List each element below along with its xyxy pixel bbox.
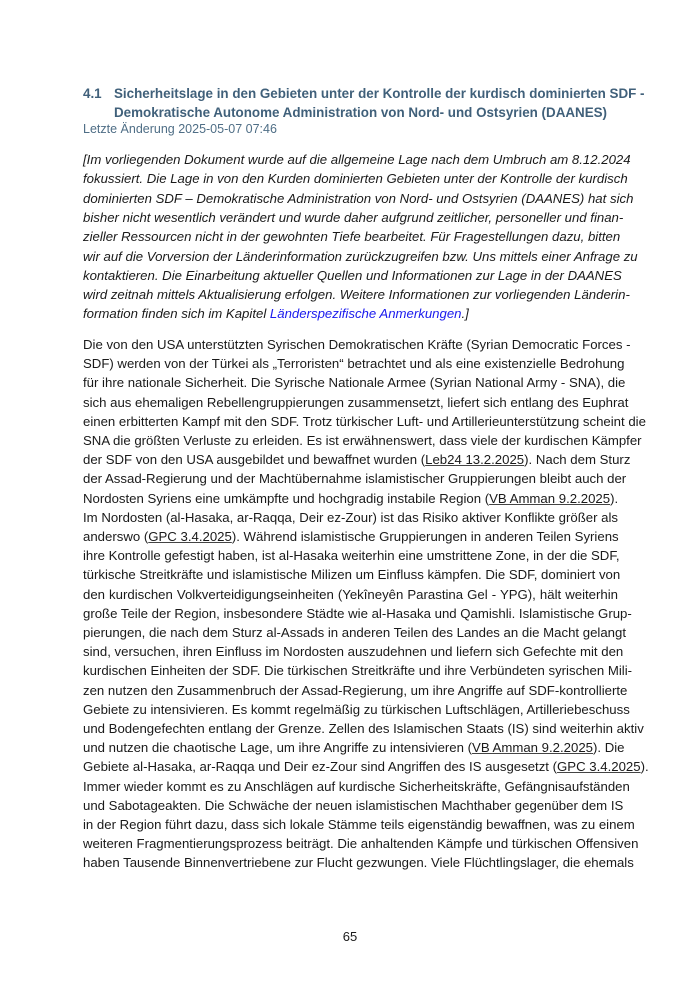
text-segment: weiteren Fragmentierungsprozess beiträgt. Die anhaltenden Kämpfe und türkischen Offensiven [83,836,639,852]
text-line [83,853,634,872]
text-line [83,623,626,642]
text-line [83,266,622,285]
text-segment: und Bodengefechten entlang der Grenze. Zellen des Islamischen Staats (IS) sind weiterhin aktiv [83,721,644,736]
source-reference-link[interactable]: GPC 3.4.2025 [148,529,232,544]
text-line [83,227,621,246]
text-segment: anderswo ( [83,529,149,544]
text-segment: SDF) werden von der Türkei als „Terroristen“ betrachtet und als eine existenzielle Bedrohung [83,356,625,372]
source-reference-link[interactable]: GPC 3.4.2025 [557,759,641,775]
text-segment: ihre Kontrolle gefestigt haben, ist al-Hasaka weiterhin eine umstrittene Zone, in der die SDF, [83,548,620,564]
text-segment: in der Region führt dazu, dass sich lokale Stämme teils eigenständig bewaffnen, was zu einem [83,817,635,832]
last-change-date: Letzte Änderung 2025-05-07 07:46 [83,122,277,136]
text-segment: ). Während islamistische Gruppierungen in anderen Teilen Syriens [231,529,619,544]
text-line [83,247,638,266]
text-segment: ). [610,490,619,506]
text-line [83,373,626,392]
text-segment: SNA die größten Verluste zu erleiden. Es ist erwähnenswert, dass viele der kurdischen Kämpfer [83,433,642,448]
text-segment: Gebiete al-Hasaka, ar-Raqqa und Deir ez-Zour sind Angriffen des IS ausgesetzt ( [83,759,558,775]
text-segment: und nutzen die chaotische Lage, um ihre Angriffe zu intensivieren ( [83,740,473,756]
text-segment: türkische Streitkräfte und islamistische Milizen um Einfluss kämpfen. Die SDF, dominiert von [83,567,621,583]
text-line [83,642,624,661]
heading-line: Demokratische Autonome Administration von Nord- und Ostsyrien (DAANES) [114,105,608,120]
text-segment: Die von den USA unterstützten Syrischen Demokratischen Kräfte (Syrian Democratic Forces - [83,337,631,352]
text-line [83,757,649,776]
text-line [83,546,618,565]
text-line [83,189,634,208]
text-line [83,335,631,354]
text-line [83,527,618,546]
text-segment: pierungen, die nach dem Sturz al-Assads in anderen Teilen des Landes an die Macht gelangt [83,625,626,640]
text-segment: ). [640,759,649,775]
text-segment: zen nutzen den Zusammenbruch der Assad-Regierung, um ihre Angriffe auf SDF-kontrollierte [83,682,628,698]
text-line [83,834,639,853]
chapter-link[interactable]: Länderspezifische Anmerkungen [269,306,462,322]
text-line [83,681,628,700]
page-number: 65 [342,929,358,944]
text-segment: zieller Ressourcen nicht in der gewohnten Tiefe bearbeitet. Für Fragestellungen dazu, bitten [83,229,621,245]
text-segment: und Sabotageakten. Die Schwäche der neuen islamistischen Machthaber gegenüber dem IS [83,797,624,813]
text-segment: kurdischen Einheiten der SDF. Die türkischen Streitkräfte und ihre Verbündeten syrischen Mili- [83,663,633,679]
text-segment: Immer wieder kommt es zu Anschlägen auf kurdische Sicherheitskräfte, Gefängnisaufständen [83,778,630,794]
text-segment: Im Nordosten (al-Hasaka, ar-Raqqa, Deir ez-Zour) ist das Risiko aktiver Konflikte größer als [83,509,619,525]
text-line [83,469,627,488]
source-reference-link[interactable]: VB Amman 9.2.2025 [472,740,593,756]
text-line [83,585,618,604]
text-line [83,777,630,796]
text-segment: wird zeitnah mittels Aktualisierung erfolgen. Weitere Informationen zur vorliegenden Länderin- [83,287,630,303]
text-line [83,431,642,450]
source-reference-link[interactable]: VB Amman 9.2.2025 [489,490,611,506]
text-segment: Gebiete zu intensivieren. Es kommt regelmäßig zu türkischen Luftschlägen, Artilleriebeschuss [83,701,630,717]
text-line [83,150,631,169]
text-line [83,565,621,584]
text-segment: große Teile der Region, insbesondere Städte wie al-Hasaka und Qamishli. Islamistische Grup- [83,605,632,621]
text-line [83,354,625,373]
text-line [83,450,631,469]
text-segment: dominierten SDF – Demokratische Administration von Nord- und Ostsyrien (DAANES) hat sich [83,190,634,206]
text-line [83,304,618,323]
text-segment: der Assad-Regierung und der Machtübernahme islamistischer Gruppierungen bleibt auch der [83,471,627,487]
text-segment: formation finden sich im Kapitel [83,306,270,322]
text-segment: für ihre nationale Sicherheit. Die Syrische Nationale Armee (Syrian National Army - SNA), die [83,375,626,391]
text-line [83,604,632,623]
text-segment: einen erbitterten Kampf mit den SDF. Trotz türkischer Luft- und Artillerieunterstützung scheint die [83,413,646,429]
text-segment: ). Nach dem Sturz [524,452,631,468]
text-segment: .] [461,306,469,322]
text-segment: [Im vorliegenden Dokument wurde auf die allgemeine Lage nach dem Umbruch am 8.12.2024 [83,152,631,167]
text-segment: kontaktieren. Die Einarbeitung aktueller Quellen und Informationen zur Lage in der DAANES [83,267,622,283]
text-line [83,700,630,719]
text-segment: sich aus ehemaligen Rebellengruppierungen zusammensetzt, liefert sich entlang des Euphrat [83,394,629,410]
text-line [83,815,635,834]
text-line [83,738,625,757]
text-line [83,719,644,738]
source-reference-link[interactable]: Leb24 13.2.2025 [425,452,525,468]
text-line [83,393,629,412]
text-line [83,489,618,508]
text-segment: haben Tausende Binnenvertriebene zur Flucht gezwungen. Viele Flüchtlingslager, die ehemals [83,855,634,871]
text-segment: fokussiert. Die Lage in von den Kurden dominierten Gebieten unter der Kontrolle der kurdisch [83,171,628,187]
text-line [83,169,628,188]
text-segment: bisher nicht wesentlich verändert und wurde daher aufgrund zeitlicher, personeller und finan- [83,209,624,225]
section-number: 4.1 [83,86,102,101]
text-line [83,796,624,815]
text-line [83,508,618,527]
text-segment: der SDF von den USA ausgebildet und bewaffnet wurden ( [83,452,426,468]
text-segment: Nordosten Syriens eine umkämpfte und hochgradig instabile Region ( [83,490,490,506]
text-line [83,661,633,680]
text-segment: ). Die [593,740,625,756]
text-line [83,412,646,431]
text-line [83,285,630,304]
text-line [83,208,624,227]
text-segment: den kurdischen Volkverteidigungseinheiten (Yekîneyên Parastina Gel - YPG), hält weiterhin [83,586,618,602]
heading-line: Sicherheitslage in den Gebieten unter der Kontrolle der kurdisch dominierten SDF - [114,86,645,101]
text-segment: wir auf die Vorversion der Länderinformation zurückzugreifen bzw. Uns mittels einer Anfrage zu [83,248,638,264]
text-segment: sind, versuchen, ihren Einfluss im Nordosten auszudehnen und liefern sich Gefechte mit den [83,644,624,660]
